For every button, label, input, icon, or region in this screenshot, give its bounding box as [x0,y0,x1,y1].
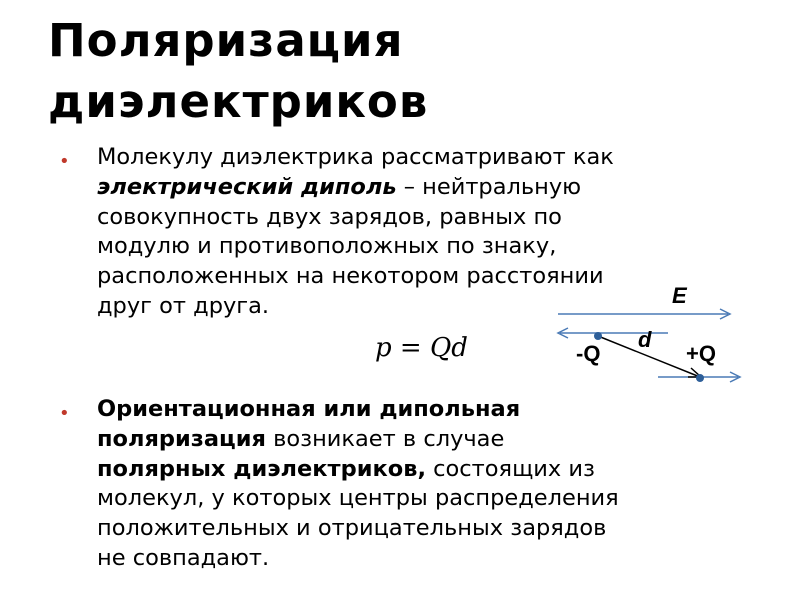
bullet-1-line-6: друг от друга. [97,292,270,319]
positive-charge-label: +Q [686,341,716,366]
bullet-2-line-6: не совпадают. [97,544,270,571]
bullet-1-line-5: расположенных на некотором расстоянии [97,263,604,290]
bullet-2-line-1: Ориентационная или дипольная [97,396,521,422]
formula-lhs: p [375,333,392,363]
title-line-1: Поляризация [48,14,404,67]
slide-title [48,10,768,132]
bullet-1-line-3: совокупность двух зарядов, равных по [97,203,562,230]
dipole-moment-formula [375,331,468,365]
bullet-2-line-4: молекул, у которых центры распределения [97,485,619,512]
bullet-dot-2: • [59,403,70,424]
bullet-dot-1: • [59,151,70,172]
bullet-2-line-3 [97,455,619,485]
bullet-1-line-4: модулю и противоположных по знаку, [97,233,557,260]
bullet-1-line-1: Молекулу диэлектрика рассматривают как [97,144,614,170]
formula-equals: = [391,333,430,363]
negative-charge [594,332,602,340]
field-label-e: E [672,283,687,308]
bullet-1-text [97,143,614,322]
bullet-2-line-2 [97,425,619,455]
term-polar-dielectrics: полярных диэлектриков, [97,455,426,482]
title-line-2: диэлектриков [48,75,429,128]
bullet-2-line-2-rest: возникает в случае [265,425,505,452]
bullet-1-line-2-rest: – нейтральную [396,173,582,200]
positive-charge [696,374,704,382]
term-electric-dipole: электрический диполь [97,173,397,200]
bullet-2-text [97,395,619,574]
bullet-2-line-3-rest: состоящих из [426,455,595,482]
formula-rhs: Qd [429,333,468,363]
distance-label-d: d [638,327,652,352]
bullet-1-line-2 [97,173,614,203]
term-polarization: поляризация [97,425,266,452]
bullet-2-line-5: положительных и отрицательных зарядов [97,515,607,542]
negative-charge-label: -Q [576,341,601,366]
